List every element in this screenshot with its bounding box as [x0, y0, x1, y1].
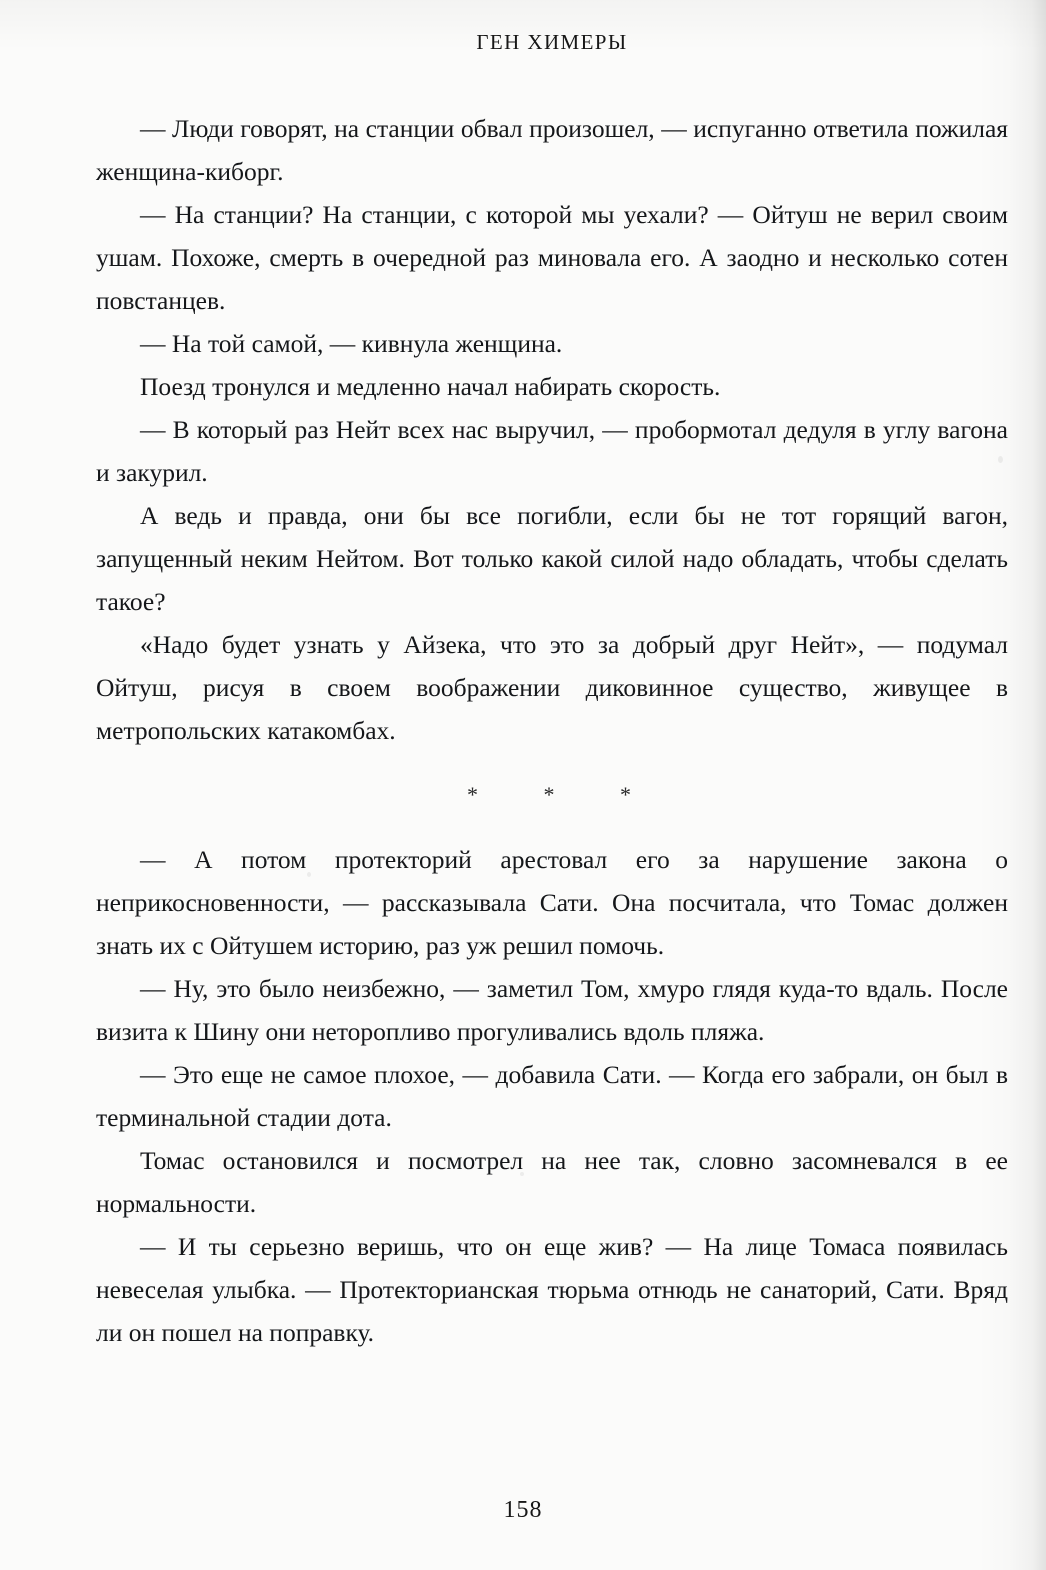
paragraph: «Надо будет узнать у Айзека, что это за добрый друг Нейт», — подумал Ойтуш, рисуя в своем воображении диковинное существо, живущее в метропольских катакомбах.	[96, 630, 1008, 745]
body-text-part-two	[96, 838, 1008, 1354]
section-divider	[96, 782, 1008, 808]
paragraph: Поезд тронулся и медленно начал набирать скорость.	[140, 372, 721, 401]
paragraph: — На той самой, — кивнула женщина.	[140, 329, 563, 358]
paragraph: — На станции? На станции, с которой мы уехали? — Ойтуш не верил своим ушам. Похоже, смерть в очередной раз миновала его. А заодно и несколько сотен повстанцев.	[96, 200, 1008, 315]
paragraph: — И ты серьезно веришь, что он еще жив? — На лице Томаса появилась невеселая улыбка. — Протекторианская тюрьма отнюдь не санаторий, Сати. Вряд ли он пошел на поправку.	[96, 1232, 1008, 1347]
page-number: 158	[503, 1497, 543, 1523]
paragraph: — А потом протекторий арестовал его за нарушение закона о неприкосновенности, — рассказывала Сати. Она посчитала, что Томас должен знать их с Ойтушем историю, раз уж решил помочь.	[96, 845, 1008, 960]
paragraph: А ведь и правда, они бы все погибли, если бы не тот горящий вагон, запущенный неким Нейтом. Вот только какой силой надо обладать, чтобы сделать такое?	[96, 501, 1008, 616]
running-head: ГЕН ХИМЕРЫ	[476, 30, 628, 54]
page-content	[96, 0, 1008, 1570]
paragraph: — Люди говорят, на станции обвал произошел, — испуганно ответила пожилая женщина-киборг.	[96, 114, 1008, 186]
paragraph: — Это еще не самое плохое, — добавила Сати. — Когда его забрали, он был в терминальной стадии дота.	[96, 1060, 1008, 1132]
paragraph: Томас остановился и посмотрел на нее так, словно засомневался в ее нормальности.	[96, 1146, 1008, 1218]
paragraph: — В который раз Нейт всех нас выручил, — пробормотал дедуля в углу вагона и закурил.	[96, 415, 1008, 487]
section-divider-glyphs: * * *	[467, 782, 661, 807]
body-text-part-one	[96, 107, 1008, 752]
paragraph: — Ну, это было неизбежно, — заметил Том, хмуро глядя куда-то вдаль. После визита к Шину они неторопливо прогуливались вдоль пляжа.	[96, 974, 1008, 1046]
